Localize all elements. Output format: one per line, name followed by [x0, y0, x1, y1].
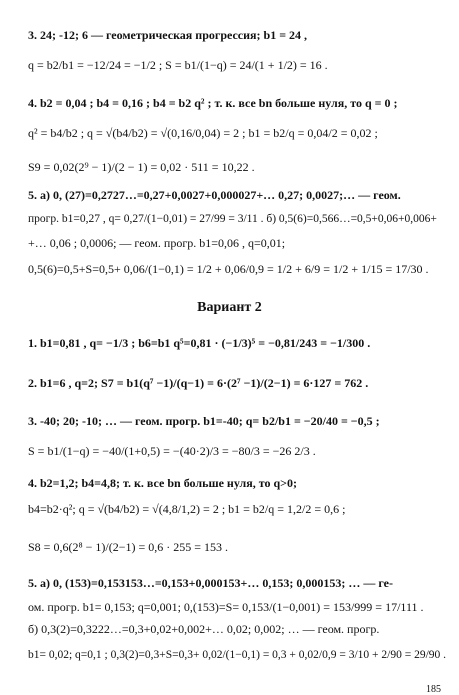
v2-problem-3-line2: S = b1/(1−q) = −40/(1+0,5) = −(40·2)/3 = −80/3 = −26 2/3 . [28, 444, 316, 458]
variant-2-heading: Вариант 2 [197, 300, 262, 315]
v2-problem-4-line3: S8 = 0,6(2⁸ − 1)/(2−1) = 0,6 · 255 = 153 . [28, 540, 229, 554]
v2-problem-5-line2: ом. прогр. b1= 0,153; q=0,001; 0,(153)=S= 0,153/(1−0,001) = 153/999 = 17/111 . [28, 600, 424, 614]
v1-problem-5-line2: прогр. b1=0,27 , q= 0,27/(1−0,01) = 27/99 = 3/11 . б) 0,5(6)=0,566…=0,5+0,06+0,006+ [28, 213, 437, 225]
v2-problem-5-line1: 5. а) 0, (153)=0,153153…=0,153+0,000153+… 0,153; 0,000153; … — ге- [28, 576, 393, 590]
v2-problem-4-line1: 4. b2=1,2; b4=4,8; т. к. все bn больше нуля, то q>0; [28, 476, 297, 490]
v2-problem-5-line3: б) 0,3(2)=0,3222…=0,3+0,02+0,002+… 0,02; 0,002; … — геом. прогр. [28, 622, 380, 636]
v2-problem-1: 1. b1=0,81 , q= −1/3 ; b6=b1 q⁵=0,81 · (−1/3)⁵ = −0,81/243 = −1/300 . [28, 336, 371, 350]
v1-problem-4-line1: 4. b2 = 0,04 ; b4 = 0,16 ; b4 = b2 q² ; т. к. все bn больше нуля, то q = 0 ; [28, 96, 398, 110]
v1-problem-3-line2: q = b2/b1 = −12/24 = −1/2 ; S = b1/(1−q) = 24/(1 + 1/2) = 16 . [28, 58, 328, 72]
v1-problem-5-line1: 5. а) 0, (27)=0,2727…=0,27+0,0027+0,000027+… 0,27; 0,0027;… — геом. [28, 188, 401, 202]
v1-problem-4-line3: S9 = 0,02(2⁹ − 1)/(2 − 1) = 0,02 · 511 = 10,22 . [28, 160, 255, 174]
v2-problem-3-line1: 3. -40; 20; -10; … — геом. прогр. b1=-40; q= b2/b1 = −20/40 = −0,5 ; [28, 414, 380, 428]
v1-problem-4-line2: q² = b4/b2 ; q = √(b4/b2) = √(0,16/0,04) = 2 ; b1 = b2/q = 0,04/2 = 0,02 ; [28, 126, 378, 140]
page-number: 185 [426, 684, 441, 695]
v2-problem-5-line4: b1= 0,02; q=0,1 ; 0,3(2)=0,3+S=0,3+ 0,02/(1−0,1) = 0,3 + 0,02/0,9 = 3/10 + 2/90 = 29/90 . [28, 649, 447, 661]
v2-problem-4-line2: b4=b2·q²; q = √(b4/b2) = √(4,8/1,2) = 2 ; b1 = b2/q = 1,2/2 = 0,6 ; [28, 502, 346, 516]
v1-problem-5-line3: +… 0,06 ; 0,0006; — геом. прогр. b1=0,06 , q=0,01; [28, 236, 286, 250]
v1-problem-5-line4: 0,5(6)=0,5+S=0,5+ 0,06/(1−0,1) = 1/2 + 0,06/0,9 = 1/2 + 6/9 = 1/2 + 1/15 = 17/30 . [28, 262, 429, 276]
v2-problem-2: 2. b1=6 , q=2; S7 = b1(q⁷ −1)/(q−1) = 6·(2⁷ −1)/(2−1) = 6·127 = 762 . [28, 376, 369, 390]
v1-problem-3-line1: 3. 24; -12; 6 — геометрическая прогрессия; b1 = 24 , [28, 28, 308, 42]
